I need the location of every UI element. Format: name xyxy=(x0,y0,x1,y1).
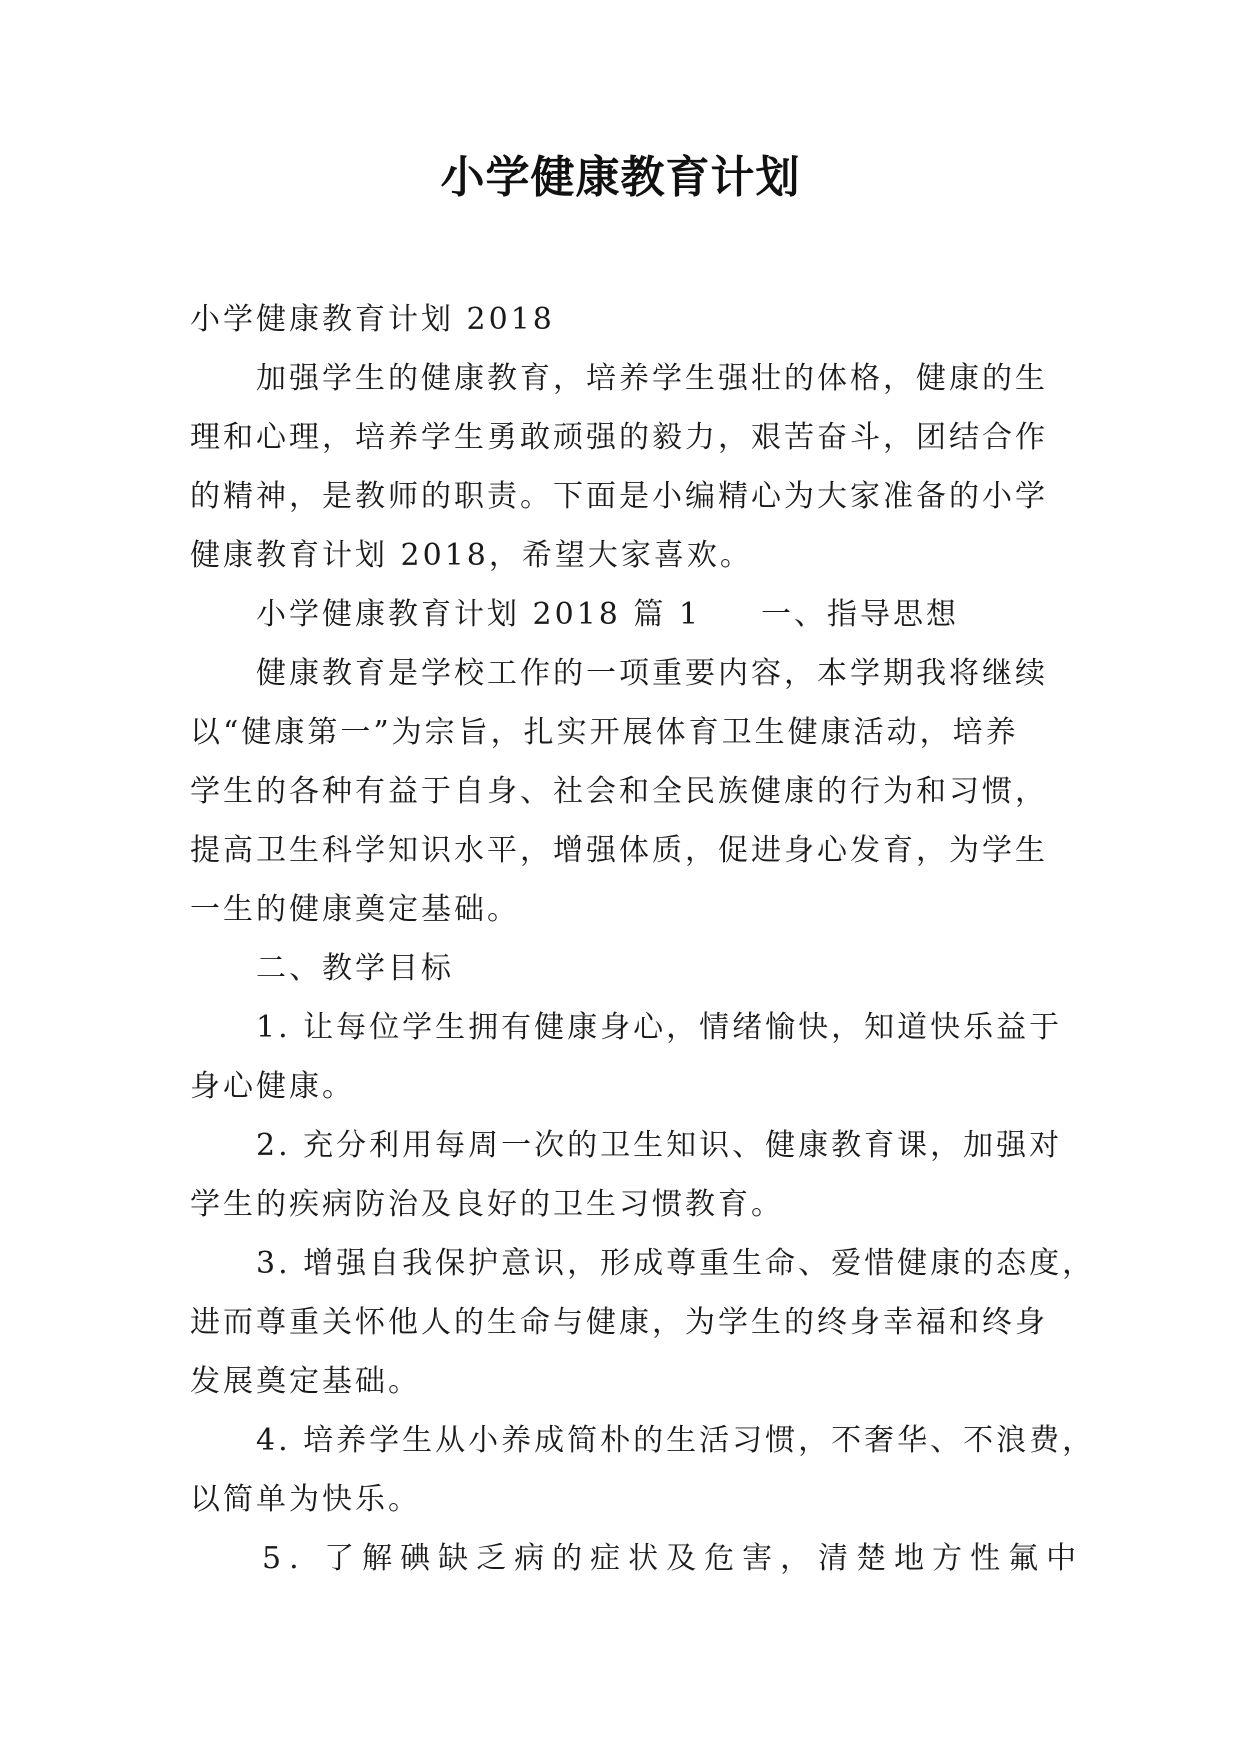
article-label: 小学健康教育计划 2018 篇 1 xyxy=(256,597,702,632)
section-heading: 一、指导思想 xyxy=(761,597,960,632)
paragraph-line: 一生的健康奠定基础。 xyxy=(190,892,520,927)
list-item-line: 5. 了解碘缺乏病的症状及危害，清楚地方性氟中 xyxy=(262,1541,1085,1576)
paragraph-line: 健康教育计划 2018，希望大家喜欢。 xyxy=(190,538,753,573)
list-item-line: 发展奠定基础。 xyxy=(190,1364,421,1399)
list-item-line: 身心健康。 xyxy=(190,1069,355,1104)
document-title: 小学健康教育计划 xyxy=(440,152,801,203)
list-item-line: 学生的疾病防治及良好的卫生习惯教育。 xyxy=(190,1187,784,1222)
list-item-line: 以简单为快乐。 xyxy=(190,1482,421,1517)
list-item-line: 4. 培养学生从小养成简朴的生活习惯，不奢华、不浪费， xyxy=(256,1423,1096,1458)
paragraph-line: 健康教育是学校工作的一项重要内容，本学期我将继续 xyxy=(256,656,1048,691)
section-heading-line xyxy=(190,585,1050,644)
paragraph-line: 提高卫生科学知识水平，增强体质，促进身心发育，为学生 xyxy=(190,833,1048,868)
paragraph-line: 加强学生的健康教育，培养学生强壮的体格，健康的生 xyxy=(256,361,1048,396)
subtitle-line: 小学健康教育计划 2018 xyxy=(190,302,555,337)
paragraph-line: 以“健康第一”为宗旨，扎实开展体育卫生健康活动，培养 xyxy=(190,715,1019,750)
document-body xyxy=(190,290,1096,1588)
list-item-line: 进而尊重关怀他人的生命与健康，为学生的终身幸福和终身 xyxy=(190,1305,1048,1340)
paragraph-line: 的精神，是教师的职责。下面是小编精心为大家准备的小学 xyxy=(190,479,1048,514)
paragraph-line: 学生的各种有益于自身、社会和全民族健康的行为和习惯， xyxy=(190,774,1048,809)
list-item-line: 3. 增强自我保护意识，形成尊重生命、爱惜健康的态度， xyxy=(256,1246,1096,1281)
list-item-line: 1. 让每位学生拥有健康身心，情绪愉快，知道快乐益于 xyxy=(256,1010,1063,1045)
paragraph-line: 理和心理，培养学生勇敢顽强的毅力，艰苦奋斗，团结合作 xyxy=(190,420,1048,455)
section-heading: 二、教学目标 xyxy=(256,951,454,986)
list-item-line: 2. 充分利用每周一次的卫生知识、健康教育课，加强对 xyxy=(256,1128,1063,1163)
